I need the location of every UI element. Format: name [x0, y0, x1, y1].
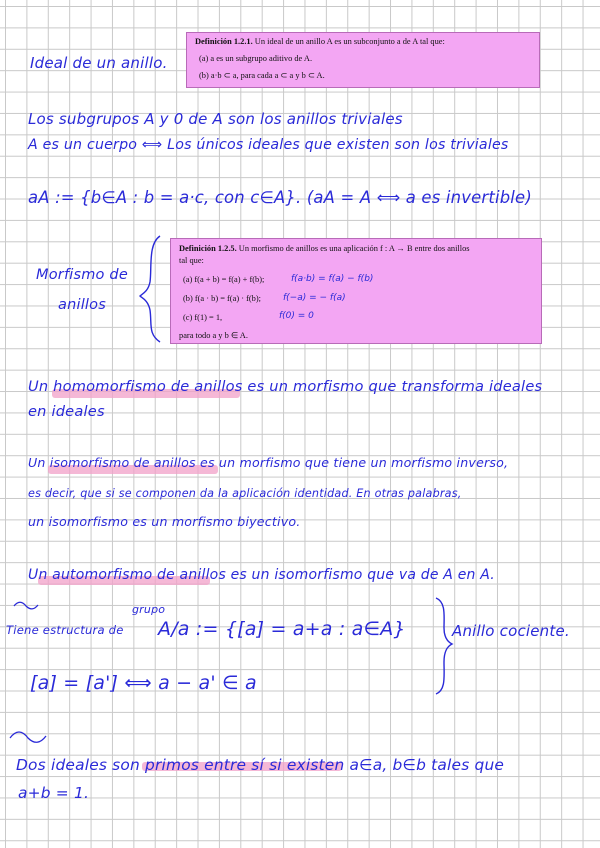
- tilde-mark-1: [14, 602, 38, 609]
- handwritten-note-a: f(a·b) = f(a) − f(b): [291, 274, 374, 284]
- tilde-mark-2: [10, 732, 46, 742]
- note-isomorfismo-line3: un isomorfismo es un morfismo biyectivo.: [28, 514, 301, 529]
- note-homomorfismo-line1: Un homomorfismo de anillos es un morfismo que transforma ideales: [28, 378, 543, 395]
- formula-principal-ideal: aA := {b∈A : b = a·c, con c∈A}. (aA = A ⟺ a es invertible): [28, 188, 532, 207]
- quotient-formula: A/a := {[a] = a+a : a∈A}: [158, 618, 406, 640]
- right-brace: [436, 598, 452, 694]
- definition-item-b: (b) a·b ⊂ a, para cada a ⊂ a y b ⊂ A.: [199, 71, 325, 80]
- note-isomorfismo-line1: Un isomorfismo de anillos es un morfismo que tiene un morfismo inverso,: [28, 455, 509, 470]
- handwritten-note-c: f(0) = 0: [279, 311, 314, 321]
- definition-item-a: (a) f(a + b) = f(a) + f(b);: [183, 275, 265, 284]
- definition-text-2: tal que:: [179, 256, 204, 265]
- note-line-cuerpo: A es un cuerpo ⟺ Los únicos ideales que existen son los triviales: [28, 137, 509, 153]
- grupo-annotation: grupo: [132, 603, 166, 616]
- handwritten-note-b: f(−a) = − f(a): [283, 293, 346, 303]
- definition-lead: Definición 1.2.5.: [179, 244, 237, 253]
- note-primos-line1: Dos ideales son primos entre sí si existen a∈a, b∈b tales que: [16, 756, 505, 774]
- anillo-cociente-label: Anillo cociente.: [452, 622, 570, 640]
- quotient-prefix: Tiene estructura de: [6, 623, 124, 637]
- definition-item-c: (c) f(1) = 1,: [183, 313, 223, 322]
- definition-text: Un ideal de un anillo A es un subconjunto a de A tal que:: [254, 37, 445, 46]
- definition-text: Un morfismo de anillos es una aplicación f : A → B entre dos anillos: [238, 244, 470, 253]
- note-line-triviales: Los subgrupos A y 0 de A son los anillos triviales: [28, 110, 403, 128]
- definition-lead: Definición 1.2.1.: [195, 37, 253, 46]
- ideal-label: Ideal de un anillo.: [30, 54, 168, 72]
- morfismo-label-line2: anillos: [58, 297, 106, 313]
- note-homomorfismo-line2: en ideales: [28, 403, 105, 420]
- left-brace: [140, 236, 160, 342]
- note-primos-line2: a+b = 1.: [18, 784, 90, 802]
- note-isomorfismo-line2: es decir, que si se componen da la aplicación identidad. En otras palabras,: [28, 487, 462, 500]
- definition-item-b: (b) f(a · b) = f(a) · f(b);: [183, 294, 261, 303]
- morfismo-label-line1: Morfismo de: [36, 267, 128, 283]
- equivalence-class-formula: [a] = [a'] ⟺ a − a' ∈ a: [30, 672, 257, 694]
- definition-item-a: (a) a es un subgrupo aditivo de A.: [199, 54, 313, 63]
- note-automorfismo: Un automorfismo de anillos es un isomorfismo que va de A en A.: [28, 567, 495, 583]
- definition-footer: para todo a y b ∈ A.: [179, 331, 248, 340]
